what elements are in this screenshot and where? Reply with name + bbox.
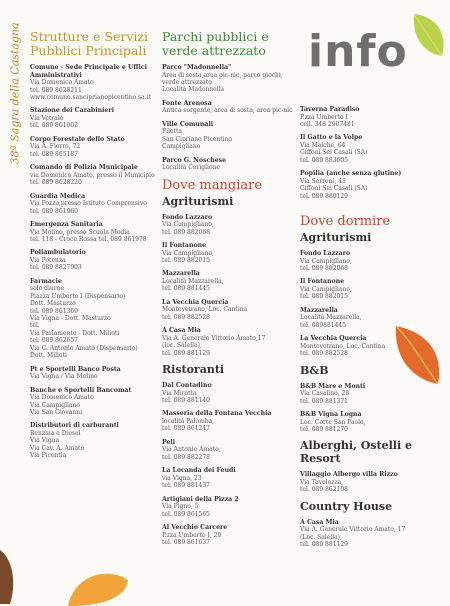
services-list xyxy=(30,64,156,460)
alb-list xyxy=(300,471,448,493)
green-leaf-icon xyxy=(408,10,448,64)
eat-title: Dove mangiare xyxy=(162,177,263,193)
services-title: Strutture e Servizi Pubblici Principali xyxy=(30,29,149,58)
entry-title: Popilia (anche senza glutine) xyxy=(300,170,402,178)
entry-line: Via Potenza xyxy=(30,257,66,265)
entry-line: tel. 089 862108 xyxy=(300,486,348,494)
red-leaf-icon xyxy=(392,322,444,388)
entry-line: via Vigna, 23 xyxy=(162,474,202,482)
entry-line: Campigliano xyxy=(162,143,201,151)
entry-title: Parco G. Noschese xyxy=(162,156,227,164)
column-parks-food xyxy=(162,30,302,553)
entry-title: Mazzarella xyxy=(162,270,200,278)
entry-line: Via Malche, 64 xyxy=(300,142,346,149)
list-item xyxy=(300,471,448,493)
entry-line: tel. 089 882068 xyxy=(300,265,348,273)
info-logo: info xyxy=(308,26,408,77)
entry-line: Via Parlamento - Dott. Milioti xyxy=(30,329,120,337)
entry-line: San Cipriano Picentino xyxy=(162,135,233,143)
entry-line: P.zza Umberto I xyxy=(300,113,348,121)
ch-title: Country House xyxy=(300,499,393,513)
entry-line: Via Molino, presso Scuola Media xyxy=(30,228,130,236)
entry-line: tel. 089 862657 xyxy=(30,337,78,345)
list-item xyxy=(300,106,448,128)
side-label-text: 38ª Sagra della Castagna xyxy=(8,22,22,165)
column-services xyxy=(30,30,156,466)
entry-title: Masseria della Fontana Vecchia xyxy=(162,410,272,418)
entry-line: tel. 089 881437 xyxy=(162,482,210,490)
entry-line: Via Serroni, 45 xyxy=(300,177,346,185)
entry-title: Al Vecchio Carcere xyxy=(162,524,228,532)
entry-line: (loc. Salella), xyxy=(162,342,202,350)
entry-line: tel. 089 8628220 xyxy=(30,179,82,187)
sleep-title: Dove dormire xyxy=(300,214,391,230)
rist-title: Ristoranti xyxy=(162,363,225,377)
list-item xyxy=(162,327,302,357)
list-item xyxy=(30,221,156,243)
entry-line: tel. 089 881270 xyxy=(300,426,348,434)
entry-title: B&B Mare e Monti xyxy=(300,382,366,390)
entry-title: Comune - Sede Principale e Uffici Amministrativi xyxy=(30,64,147,79)
entry-title: Fondo Lazzaro xyxy=(162,213,213,221)
entry-line: tel. 089 881371 xyxy=(300,397,348,405)
entry-title: Il Gatto e la Volpe xyxy=(300,134,363,142)
entry-line: Montevetrano, Loc. Cantina xyxy=(300,342,386,350)
list-item xyxy=(300,278,448,300)
list-item xyxy=(30,107,156,129)
list-item xyxy=(30,366,156,381)
entry-title: Villaggio Albergo villa Rizzo xyxy=(300,471,398,479)
entry-line: Località Madonnella xyxy=(162,86,225,94)
entry-line: tel. xyxy=(30,322,40,330)
entry-title: Farmacie xyxy=(30,277,62,285)
entry-line: Benzina e Diesel xyxy=(30,429,81,437)
list-item xyxy=(162,299,302,321)
entry-line: tel. 089 882528 xyxy=(300,350,348,358)
entry-line: Via A. Generale Vittorio Amato,17 xyxy=(162,334,266,342)
entry-line: Via A. Fierro, 72 xyxy=(30,143,81,151)
entry-line: Via Vetrale xyxy=(30,115,64,122)
entry-line: Via Campigliano xyxy=(30,401,80,409)
entry-line: via Domenico Amato, presso il Municipio xyxy=(30,171,155,179)
entry-line: tel. 089 883605 xyxy=(300,156,348,164)
entry-line: tel. 089 861565 xyxy=(162,510,210,518)
eat-agri-list xyxy=(162,214,302,357)
entry-line: Dott. Masturzo xyxy=(30,300,76,308)
entry-line: verde attrezzato xyxy=(162,79,212,86)
bb-title: B&B xyxy=(300,363,329,377)
entry-line: Via Casalino, 28 xyxy=(300,390,350,398)
entry-title: A Casa Mia xyxy=(300,518,339,526)
entry-title: Fonte Arenosa xyxy=(162,99,212,107)
list-item xyxy=(162,242,302,264)
entry-line: Via Antonio Amato, xyxy=(162,446,221,454)
sleep-agri-title: Agriturismi xyxy=(300,231,372,245)
parks-list xyxy=(162,64,302,172)
entry-title: Stazione dei Carabinieri xyxy=(30,107,114,115)
list-item xyxy=(162,496,302,518)
list-item xyxy=(30,136,156,158)
entry-line: Loc. Corte San Paolo, xyxy=(300,418,366,426)
entry-line: Via Campigliano, xyxy=(162,249,214,257)
bb-list xyxy=(300,383,448,434)
entry-title: Il Fontanone xyxy=(300,278,345,286)
entry-line: Località Coriglione xyxy=(162,164,220,172)
entry-title: Dal Contadino xyxy=(162,382,212,390)
entry-title: Pt e Sportelli Banco Posta xyxy=(30,365,121,373)
entry-title: La Vecchia Quercia xyxy=(300,335,367,343)
entry-title: Taverna Paradiso xyxy=(300,106,360,113)
food-more-list xyxy=(300,106,448,200)
list-item xyxy=(162,100,302,115)
entry-line: Via C. Antonio Amato (Dispensario) xyxy=(30,344,138,352)
chestnut-icon xyxy=(0,550,16,604)
list-item xyxy=(30,249,156,271)
rist-list xyxy=(162,382,302,546)
entry-line: Via Cav. A. Amato xyxy=(30,444,85,452)
list-item xyxy=(162,157,302,172)
list-item xyxy=(162,270,302,292)
entry-line: tel. 089 861369 xyxy=(30,307,78,315)
list-item xyxy=(30,64,156,101)
entry-line: Località Mazzarella, xyxy=(300,314,362,322)
entry-line: tel. 089 865187 xyxy=(30,150,78,158)
list-item xyxy=(162,214,302,236)
entry-line: Via Mirotta xyxy=(162,389,197,397)
list-item xyxy=(300,411,448,433)
entry-title: Ville Comunali xyxy=(162,120,214,128)
entry-title: Corpo Forestale dello Stato xyxy=(30,135,125,143)
entry-line: Via Vigna / Via Molino xyxy=(30,373,98,381)
entry-line: Via Vigna - Dott. Masturzo xyxy=(30,315,111,323)
entry-line: Giffoni Sei Casali (SA) xyxy=(300,149,368,157)
entry-line: Via Picentia xyxy=(30,452,67,460)
entry-title: Peli xyxy=(162,438,176,446)
entry-line: Area di sosta,area pic-nic, parco giochi, xyxy=(162,71,283,79)
entry-title: A Casa Mia xyxy=(162,327,201,335)
entry-title: Artigiani della Pizza 2 xyxy=(162,495,239,503)
entry-line: tel. 089 882528 xyxy=(162,313,210,321)
entry-line: Dott. Milioti xyxy=(30,352,67,360)
entry-line: tel. 089 881129 xyxy=(162,349,210,357)
ch-list xyxy=(300,519,448,549)
list-item xyxy=(162,467,302,489)
entry-line: cell. 348 2907481 xyxy=(300,121,355,128)
entry-line: tel. 089 8827903 xyxy=(30,264,82,272)
list-item xyxy=(162,121,302,151)
list-item xyxy=(30,164,156,186)
entry-line: tel. 089 882068 xyxy=(162,228,210,236)
entry-title: Guardia Medica xyxy=(30,192,86,200)
entry-line: Via Pigno, 5 xyxy=(162,503,199,511)
entry-line: (Loc. Salella), xyxy=(300,533,342,541)
parks-title: Parchi pubblici e verde attrezzato xyxy=(162,29,269,58)
entry-title: Emergenza Sanitaria xyxy=(30,221,103,229)
entry-title: Distributori di carburanti xyxy=(30,422,119,430)
entry-title: Mazzarella xyxy=(300,306,338,314)
list-item xyxy=(162,439,302,461)
entry-line: solo diurne xyxy=(30,285,65,293)
entry-title: Banche e Sportelli Bancomat xyxy=(30,386,132,394)
entry-line: tel. 089 882278 xyxy=(162,453,210,461)
orange-leaf-icon xyxy=(66,566,130,606)
entry-line: P.zza Umberto I, 20 xyxy=(162,531,222,539)
entry-line: tel. 089 881140 xyxy=(162,397,210,405)
list-item xyxy=(162,410,302,432)
entry-line: Via Pozzo,presso Istituto Comprensivo xyxy=(30,200,147,208)
entry-line: tel. 089 880129 xyxy=(300,192,348,200)
entry-line: Via Campigliano, xyxy=(162,221,214,229)
entry-line: località Palomba, xyxy=(162,418,215,426)
entry-line: Piazza Umberto I (Dispensario) xyxy=(30,292,126,300)
entry-line: Via Domenico Amato xyxy=(30,394,94,402)
entry-line: tel. 089 8628211 xyxy=(30,86,82,94)
list-item xyxy=(30,278,156,360)
entry-title: Poliambulatorio xyxy=(30,249,86,257)
entry-line: tel. 089 882015 xyxy=(162,257,210,265)
entry-line: tel. 089 882015 xyxy=(300,293,348,301)
entry-line: Via A. Generale Vittorio Amato, 17 xyxy=(300,526,406,534)
entry-line: Via Tavolozza, xyxy=(300,479,344,487)
list-item xyxy=(300,250,448,272)
entry-title: Parco "Madonnella" xyxy=(162,64,232,71)
entry-line: tel. 089 861960 xyxy=(30,207,78,215)
entry-line: tel. 089881445 xyxy=(300,321,347,329)
entry-line: Giffoni Sei Casali (SA) xyxy=(300,185,368,193)
entry-title: La Vecchia Quercia xyxy=(162,298,229,306)
entry-title: B&B Vigna Logna xyxy=(300,411,362,419)
entry-line: Montevetrano, Loc. Cantina xyxy=(162,306,248,314)
alb-title: Alberghi, Ostelli e Resort xyxy=(300,439,412,466)
list-item xyxy=(300,170,448,200)
entry-line: Via San Giovanni xyxy=(30,408,83,416)
list-item xyxy=(30,387,156,417)
entry-line: Via Campigliano, xyxy=(300,286,352,294)
list-item xyxy=(30,422,156,459)
entry-title: Il Fontanone xyxy=(162,242,207,250)
entry-title: Fondo Lazzaro xyxy=(300,250,351,258)
list-item xyxy=(300,519,448,549)
entry-line: Località Mazzarella, xyxy=(162,278,224,286)
list-item xyxy=(162,382,302,404)
list-item xyxy=(162,524,302,546)
entry-line: Via Domenico Amato xyxy=(30,79,94,87)
entry-line: tel. 089 881445 xyxy=(162,285,210,293)
entry-line: Filetta xyxy=(162,128,182,136)
entry-line: tel. 089 881129 xyxy=(300,541,348,549)
list-item xyxy=(162,64,302,94)
entry-line: Antica sorgente, area di sosta, area pic-nic xyxy=(162,107,293,115)
entry-title: Comando di Polizia Municipale xyxy=(30,164,138,172)
entry-line: Via Vigna xyxy=(30,437,60,445)
list-item xyxy=(300,134,448,164)
list-item xyxy=(30,193,156,215)
side-label xyxy=(3,22,25,170)
entry-title: La Locanda dei Feudi xyxy=(162,467,236,475)
entry-line: tel. 089 861247 xyxy=(162,425,210,433)
eat-agri-title: Agriturismi xyxy=(162,194,234,208)
entry-line: tel. 089 861002 xyxy=(30,122,78,130)
entry-line: tel. 118 - Croce Rossa tel. 089 861978 xyxy=(30,236,147,244)
entry-line: Via Campigliano, xyxy=(300,257,352,265)
entry-line: tel. 089 861637 xyxy=(162,539,210,547)
entry-line: www.comune.sanciprianopicentino.sa.it xyxy=(30,94,151,101)
